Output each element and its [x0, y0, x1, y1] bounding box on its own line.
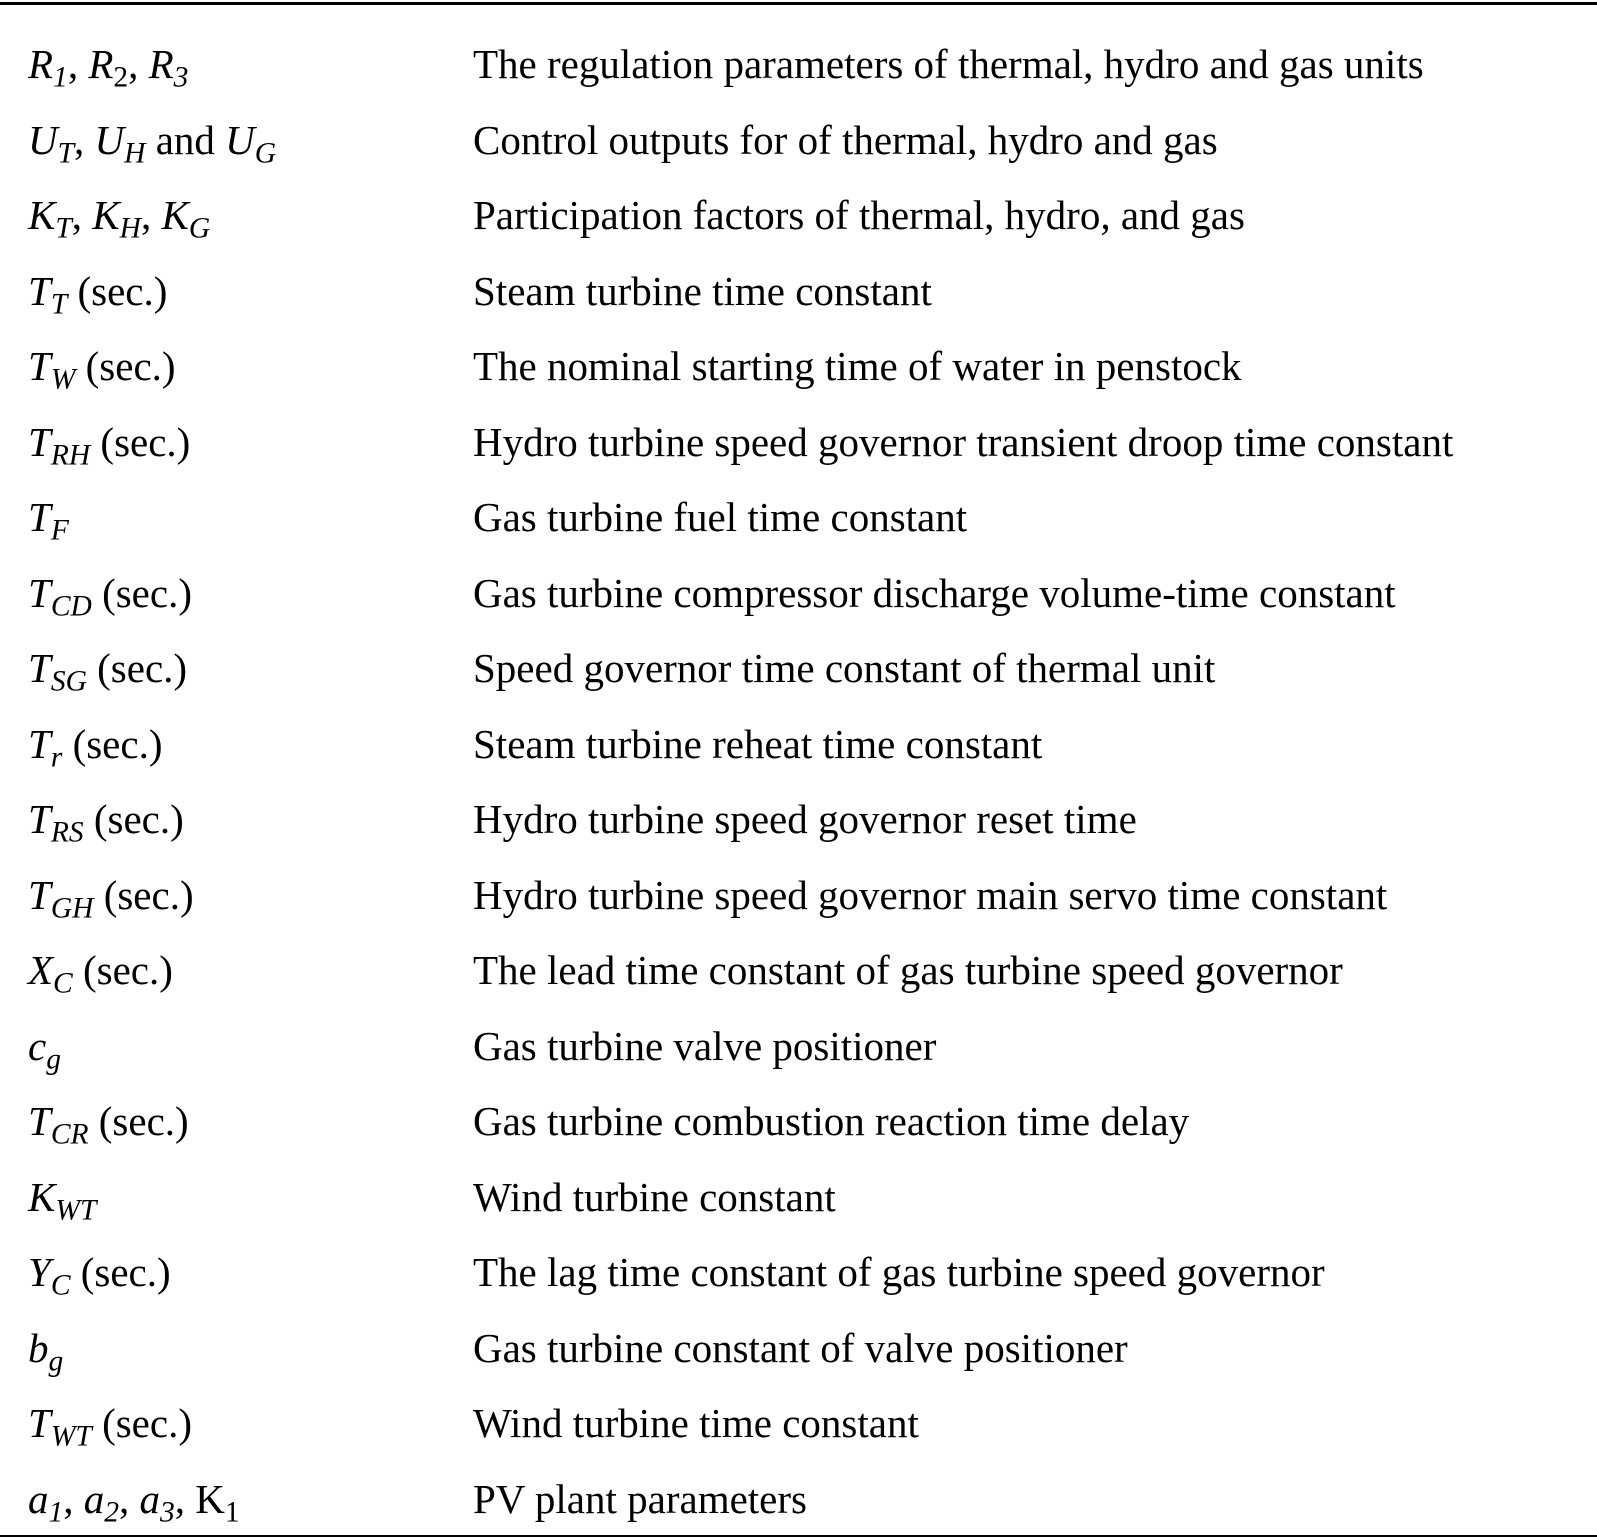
symbol-text: , — [74, 116, 95, 163]
symbol-text: T — [28, 569, 51, 616]
symbol-text: and — [145, 116, 226, 163]
symbol-subscript: SG — [50, 665, 87, 698]
symbol-subscript: WT — [55, 1193, 97, 1226]
symbol-text: (sec.) — [72, 947, 173, 993]
symbol-text: X — [28, 947, 54, 993]
symbol-text: , — [128, 41, 149, 87]
description-cell: Gas turbine compressor discharge volume-time constant — [473, 569, 1396, 616]
symbol-subscript: CR — [50, 1118, 89, 1151]
symbol-text: , — [63, 1475, 84, 1522]
symbol-subscript: 2 — [113, 61, 129, 94]
symbol-cell — [28, 341, 176, 396]
symbol-text: , — [71, 192, 93, 238]
symbol-text: K — [28, 192, 56, 238]
symbol-text: a — [83, 1475, 105, 1522]
symbol-text: (sec.) — [90, 418, 191, 465]
symbol-subscript: r — [50, 740, 63, 773]
table-row — [0, 709, 1597, 785]
symbol-subscript: T — [50, 287, 68, 320]
table-row — [0, 1011, 1597, 1087]
symbol-text: U — [28, 116, 58, 163]
symbol-subscript: g — [48, 1344, 64, 1377]
symbol-subscript: 1 — [48, 1495, 64, 1528]
symbol-cell — [28, 417, 191, 471]
symbol-subscript: H — [119, 212, 141, 245]
description-cell: Wind turbine time constant — [473, 1400, 919, 1446]
symbol-text: , — [119, 1475, 140, 1522]
nomenclature-table — [0, 29, 1597, 1539]
symbol-subscript: 2 — [104, 1495, 120, 1528]
table-row — [0, 482, 1597, 558]
table-row — [0, 1313, 1597, 1389]
description-cell: Steam turbine reheat time constant — [473, 720, 1043, 767]
symbol-text: T — [28, 494, 51, 540]
symbol-text: (sec.) — [91, 1400, 192, 1446]
symbol-cell — [28, 1172, 97, 1226]
table-row — [0, 105, 1597, 181]
symbol-text: (sec.) — [83, 796, 184, 842]
symbol-text: T — [28, 796, 51, 842]
description-cell: Hydro turbine speed governor main servo time constant — [473, 871, 1388, 918]
description-cell: PV plant parameters — [473, 1475, 807, 1522]
symbol-cell — [28, 115, 277, 169]
symbol-cell — [28, 719, 163, 773]
symbol-text: Y — [28, 1249, 51, 1295]
table-row — [0, 1086, 1597, 1162]
symbol-text: T — [28, 871, 51, 918]
symbol-text: (sec.) — [62, 720, 163, 767]
symbol-text: K — [161, 192, 189, 238]
symbol-cell — [28, 568, 192, 622]
symbol-text: (sec.) — [67, 267, 168, 314]
symbol-cell — [28, 643, 188, 698]
symbol-cell — [28, 1474, 240, 1528]
symbol-text: T — [28, 418, 51, 465]
symbol-subscript: H — [124, 136, 146, 169]
symbol-cell — [28, 945, 173, 1000]
symbol-text: (sec.) — [70, 1249, 171, 1295]
symbol-text: T — [28, 720, 51, 767]
symbol-text: a — [139, 1475, 161, 1522]
symbol-text: (sec.) — [91, 569, 192, 616]
symbol-subscript: C — [50, 1269, 71, 1302]
symbol-text: T — [28, 1400, 51, 1446]
symbol-text: R — [28, 41, 54, 87]
symbol-cell — [28, 190, 211, 245]
symbol-cell — [28, 870, 194, 924]
table-row — [0, 1464, 1597, 1539]
table-row — [0, 1237, 1597, 1313]
symbol-subscript: RH — [50, 438, 91, 471]
table-row — [0, 558, 1597, 634]
symbol-cell — [28, 39, 189, 94]
symbol-text: K — [92, 192, 120, 238]
description-cell: The lag time constant of gas turbine speed governor — [473, 1249, 1325, 1295]
symbol-text: (sec.) — [93, 871, 194, 918]
symbol-text: R — [88, 41, 114, 87]
symbol-cell — [28, 1096, 189, 1151]
symbol-text: T — [28, 645, 51, 691]
table-row — [0, 29, 1597, 105]
description-cell: Gas turbine combustion reaction time delay — [473, 1098, 1190, 1144]
description-cell: Control outputs for of thermal, hydro and gas — [473, 116, 1218, 163]
table-row — [0, 180, 1597, 256]
table-row — [0, 935, 1597, 1011]
symbol-text: U — [225, 116, 255, 163]
symbol-subscript: GH — [50, 891, 94, 924]
description-cell: Gas turbine valve positioner — [473, 1022, 937, 1069]
description-cell: Gas turbine fuel time constant — [473, 494, 968, 540]
table-row — [0, 407, 1597, 483]
symbol-text: T — [28, 267, 51, 314]
symbol-subscript: T — [55, 212, 72, 245]
symbol-subscript: 1 — [224, 1495, 240, 1528]
description-cell: Speed governor time constant of thermal unit — [473, 645, 1216, 691]
symbol-text: T — [28, 343, 51, 389]
symbol-cell — [28, 1021, 61, 1075]
description-cell: Hydro turbine speed governor reset time — [473, 796, 1137, 842]
symbol-text: K — [28, 1173, 56, 1220]
symbol-text: , K — [174, 1475, 225, 1522]
symbol-text: (sec.) — [88, 1098, 189, 1144]
symbol-subscript: 3 — [173, 61, 189, 94]
symbol-subscript: CD — [50, 589, 92, 622]
description-cell: The nominal starting time of water in penstock — [473, 343, 1242, 389]
symbol-text: R — [148, 41, 174, 87]
symbol-subscript: T — [57, 136, 75, 169]
description-cell: Hydro turbine speed governor transient droop time constant — [473, 418, 1454, 465]
symbol-subscript: g — [46, 1042, 61, 1075]
symbol-text: c — [28, 1022, 47, 1069]
symbol-text: (sec.) — [75, 343, 176, 389]
symbol-subscript: C — [53, 967, 73, 1000]
symbol-subscript: F — [50, 514, 69, 547]
symbol-cell — [28, 266, 168, 320]
symbol-cell — [28, 1247, 171, 1302]
symbol-subscript: G — [188, 212, 211, 245]
table-top-rule — [0, 2, 1597, 5]
table-row — [0, 256, 1597, 332]
symbol-subscript: W — [50, 363, 76, 396]
table-bottom-rule — [0, 1535, 1597, 1537]
description-cell: The lead time constant of gas turbine speed governor — [473, 947, 1343, 993]
table-row — [0, 331, 1597, 407]
symbol-subscript: WT — [50, 1420, 92, 1453]
symbol-text: , — [140, 192, 162, 238]
symbol-text: T — [28, 1098, 51, 1144]
symbol-cell — [28, 1323, 64, 1377]
symbol-cell — [28, 1398, 192, 1453]
table-row — [0, 633, 1597, 709]
table-row — [0, 784, 1597, 860]
symbol-cell — [28, 794, 184, 849]
description-cell: Wind turbine constant — [473, 1173, 836, 1220]
description-cell: Gas turbine constant of valve positioner — [473, 1324, 1128, 1371]
table-row — [0, 1162, 1597, 1238]
table-row — [0, 1388, 1597, 1464]
symbol-text: U — [94, 116, 125, 163]
description-cell: Steam turbine time constant — [473, 267, 932, 314]
symbol-subscript: 1 — [53, 61, 68, 94]
table-row — [0, 860, 1597, 936]
symbol-subscript: G — [254, 136, 277, 169]
symbol-cell — [28, 492, 69, 547]
symbol-text: a — [28, 1475, 49, 1522]
symbol-subscript: 3 — [160, 1495, 175, 1528]
symbol-text: b — [28, 1324, 49, 1371]
symbol-text: (sec.) — [86, 645, 188, 691]
description-cell: Participation factors of thermal, hydro, and gas — [473, 192, 1245, 238]
description-cell: The regulation parameters of thermal, hydro and gas units — [473, 41, 1424, 87]
symbol-text: , — [67, 41, 89, 87]
symbol-subscript: RS — [50, 816, 84, 849]
